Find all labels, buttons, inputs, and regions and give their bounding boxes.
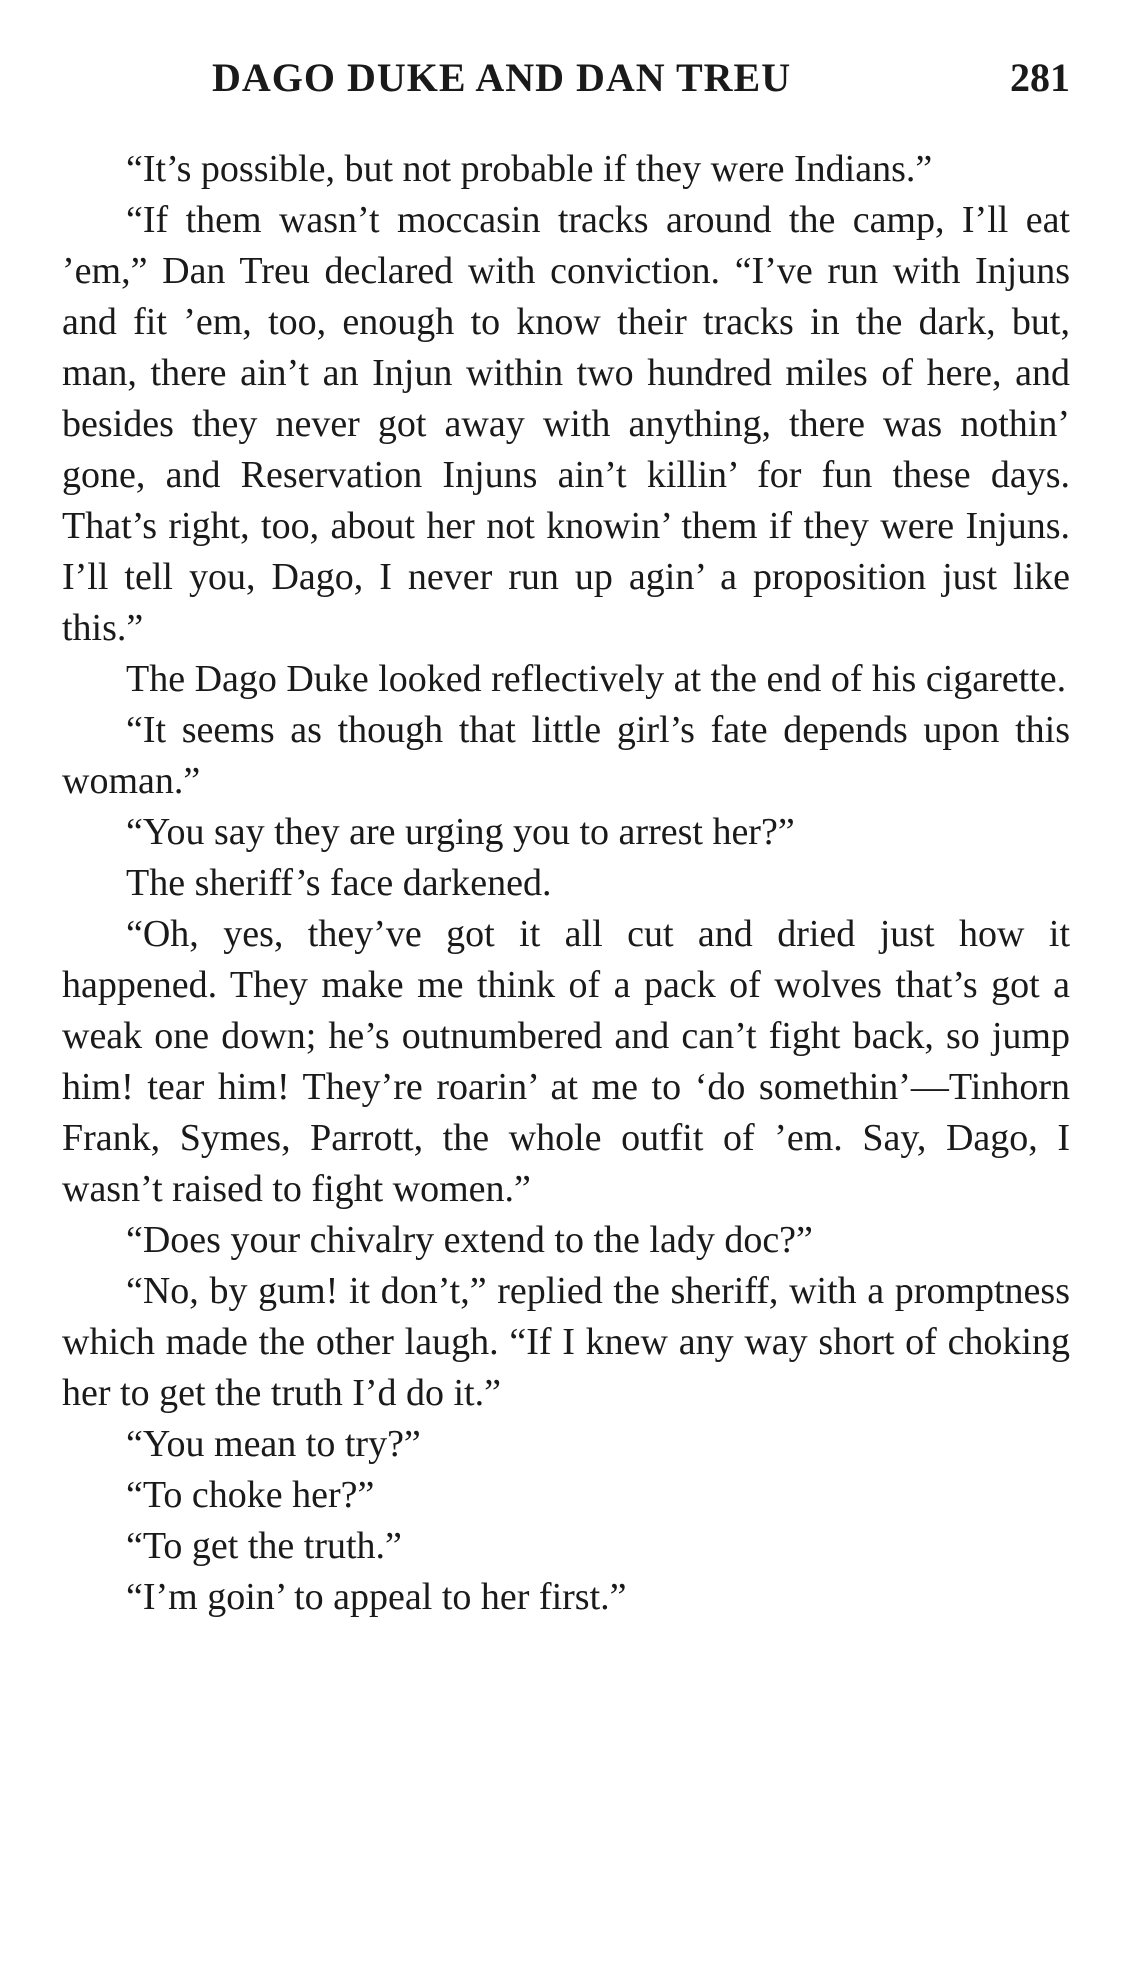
paragraph-3: The Dago Duke looked reflectively at the end of his cigarette. xyxy=(126,658,1067,700)
paragraph-7: “Oh, yes, they’ve got it all cut and dried just how it happened. They make me think of a pack of wolves that’s got a weak one down; he’s outnumbered and can’t fight back, so jump him! tear him! They’re roarin’ at me to ‘do somethin’—Tinhorn Frank, Symes, Parrott, the whole outfit of ’em. Say, Dago, I wasn’t raised to fight women.” xyxy=(62,913,1070,1210)
paragraph-4: “It seems as though that little girl’s fate depends upon this woman.” xyxy=(62,709,1070,802)
page-number: 281 xyxy=(1010,55,1070,100)
book-page xyxy=(62,0,1070,1973)
body-text xyxy=(62,144,1070,1623)
paragraph-2: “If them wasn’t moccasin tracks around the camp, I’ll eat ’em,” Dan Treu declared with conviction. “I’ve run with Injuns and fit ’em, too, enough to know their tracks in the dark, but, man, there ain’t an Injun within two hundred miles of here, and besides they never got away with anything, there was nothin’ gone, and Reservation Injuns ain’t killin’ for fun these days. That’s right, too, about her not knowin’ them if they were Injuns. I’ll tell you, Dago, I never run up agin’ a proposition just like this.” xyxy=(62,199,1070,649)
paragraph-6: The sheriff’s face darkened. xyxy=(126,862,552,904)
running-title: DAGO DUKE AND DAN TREU xyxy=(212,55,792,100)
running-head xyxy=(62,54,1070,106)
paragraph-13: “I’m goin’ to appeal to her first.” xyxy=(126,1576,627,1618)
paragraph-1: “It’s possible, but not probable if they were Indians.” xyxy=(126,148,933,190)
paragraph-9: “No, by gum! it don’t,” replied the sheriff, with a promptness which made the other laugh. “If I knew any way short of choking her to get the truth I’d do it.” xyxy=(62,1270,1070,1414)
paragraph-10: “You mean to try?” xyxy=(126,1423,421,1465)
paragraph-8: “Does your chivalry extend to the lady doc?” xyxy=(126,1219,813,1261)
paragraph-5: “You say they are urging you to arrest her?” xyxy=(126,811,795,853)
paragraph-12: “To get the truth.” xyxy=(126,1525,402,1567)
paragraph-11: “To choke her?” xyxy=(126,1474,375,1516)
